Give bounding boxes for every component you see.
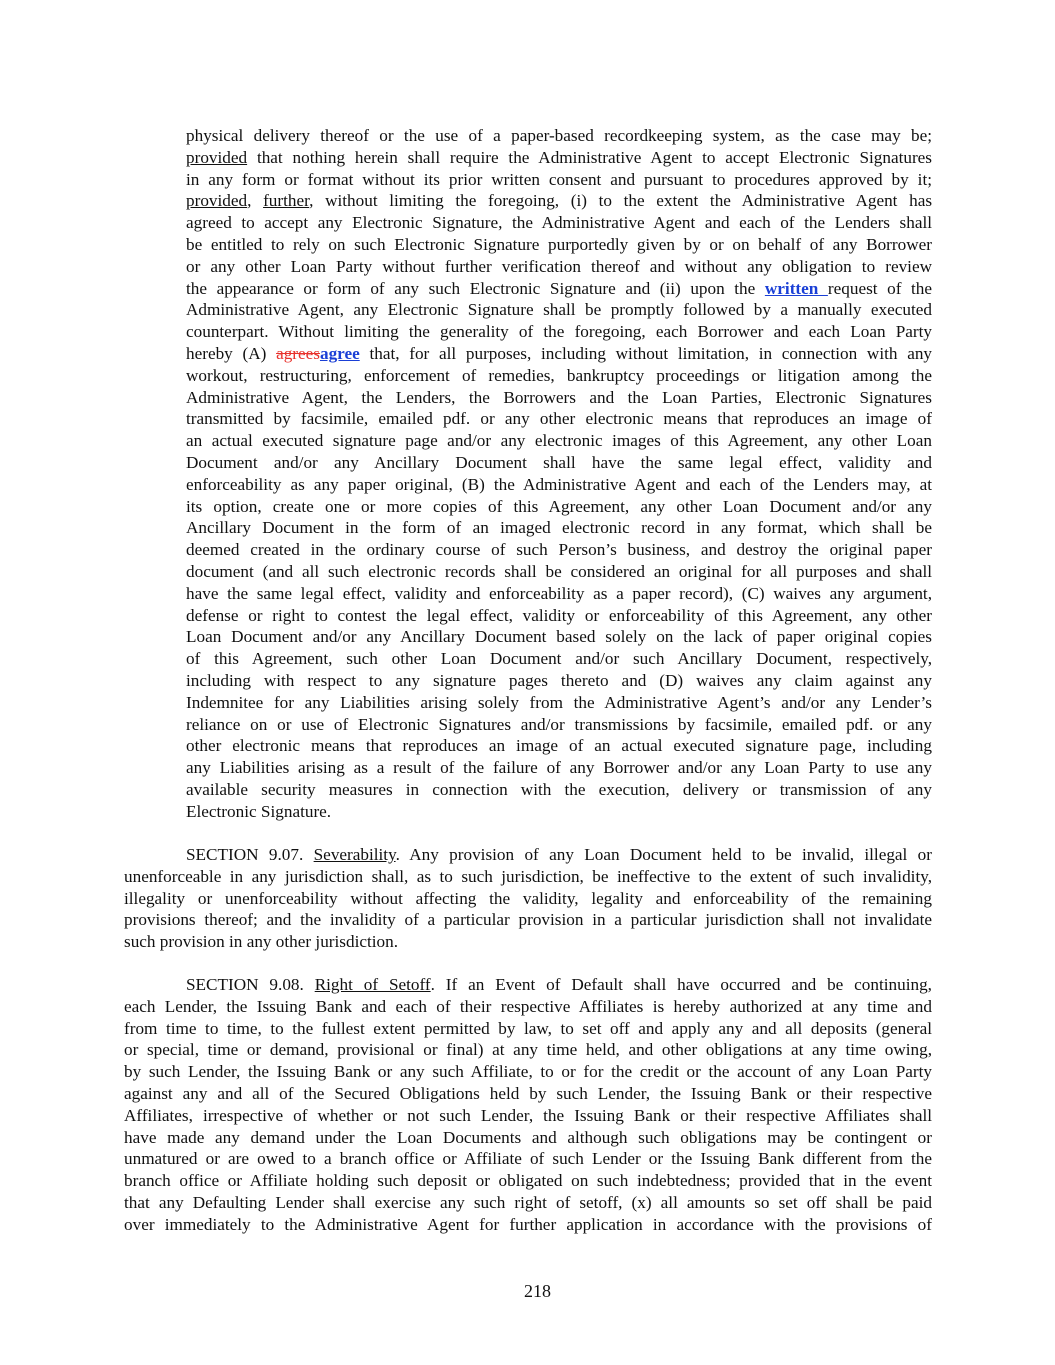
text-line: Ancillary Document in the form of an imaged electronic record in any format, which shall be: [186, 518, 932, 538]
text-line: of this Agreement, such other Loan Document and/or such Ancillary Document, respectively,: [186, 649, 932, 669]
term-provided: provided: [186, 191, 248, 211]
text-run: that, for all purposes, including without limitation, in connection with any: [369, 343, 933, 363]
section-number: SECTION 9.08.: [186, 975, 304, 994]
comma: ,: [309, 191, 314, 211]
term-further: further: [263, 191, 310, 211]
text-line: against any and all of the Secured Obligations held by such Lender, the Issuing Bank or their respective: [124, 1083, 932, 1103]
text-line: counterpart. Without limiting the generality of the foregoing, each Borrower and each Loan Party: [186, 322, 932, 342]
text-run: hereby (A): [186, 343, 267, 363]
text-line: or special, time or demand, provisional or final) at any time held, and other obligations at any time owing,: [124, 1040, 932, 1060]
text-line: including with respect to any signature pages thereto and (D) waives any claim against any: [186, 670, 932, 690]
text-line: workout, restructuring, enforcement of remedies, bankruptcy proceedings or litigation among the: [186, 365, 932, 385]
text-line: or any other Loan Party without further verification thereof and without any obligation to review: [186, 256, 932, 276]
text-line: deemed created in the ordinary course of such Person’s business, and destroy the original paper: [186, 540, 932, 560]
text-line: [124, 844, 932, 866]
text-line: have the same legal effect, validity and enforceability as a paper record), (C) waives any argument,: [186, 583, 932, 603]
text-line: transmitted by facsimile, emailed pdf. or any other electronic means that reproduces an image of: [186, 409, 932, 429]
text-line: Administrative Agent, the Lenders, the Borrowers and the Loan Parties, Electronic Signatures: [186, 387, 932, 407]
text-line: branch office or Affiliate holding such deposit or obligated on such indebtedness; provided that in the event: [124, 1171, 932, 1191]
section-heading: Right of Setoff: [314, 975, 431, 994]
inserted-text: agree: [319, 343, 360, 363]
inserted-text: written: [764, 278, 828, 298]
text-line: Electronic Signature.: [186, 801, 332, 821]
text-run: that nothing herein shall require the Administrative Agent to accept Electronic Signatures: [256, 147, 932, 167]
text-line: provisions thereof; and the invalidity of a particular provision in a particular jurisdiction shall not invalidate: [124, 910, 932, 930]
continuation-paragraph: [186, 125, 932, 823]
deleted-text: agrees: [276, 343, 320, 363]
text-line: document (and all such electronic records shall be considered an original for all purposes and shall: [186, 561, 932, 581]
text-run: the appearance or form of any such Electronic Signature and (ii) upon the: [186, 278, 756, 298]
text-line: from time to time, to the fullest extent permitted by law, to set off and apply any and all deposits (general: [124, 1018, 932, 1038]
text-line: [186, 190, 932, 212]
text-line: [186, 343, 932, 365]
section-heading: Severability: [313, 845, 396, 864]
text-run: request of the: [827, 278, 933, 298]
text-line: Loan Document and/or any Ancillary Document based solely on the lack of paper original copies: [186, 627, 932, 647]
text-run: . Any provision of any Loan Document held to be invalid, illegal or: [395, 845, 932, 864]
text-line: [124, 974, 932, 996]
text-line: unmatured or are owed to a branch office or Affiliate of such Lender or the Issuing Bank different from the: [124, 1149, 932, 1169]
text-line: Affiliates, irrespective of whether or not such Lender, the Issuing Bank or their respective Affiliates shall: [124, 1105, 932, 1125]
section-9-08: [124, 974, 932, 1236]
text-line: physical delivery thereof or the use of a paper-based recordkeeping system, as the case may be;: [186, 126, 932, 145]
text-line: unenforceable in any jurisdiction shall, as to such jurisdiction, be ineffective to the extent of such invalidity,: [124, 866, 932, 886]
text-line: illegality or unenforceability without affecting the validity, legality and enforceability of the remaining: [124, 888, 932, 908]
text-line: by such Lender, the Issuing Bank or any such Affiliate, to or for the credit or the account of any Loan Party: [124, 1062, 932, 1082]
text-line: enforceability as any paper original, (B) the Administrative Agent and each of the Lenders may, at: [186, 474, 932, 494]
comma: ,: [247, 191, 252, 211]
text-line: any Liabilities arising as a result of the failure of any Borrower and/or any Loan Party to use any: [186, 758, 932, 778]
text-line: defense or right to contest the legal effect, validity or enforceability of this Agreement, any other: [186, 605, 932, 625]
text-line: reliance on or use of Electronic Signatures and/or transmissions by facsimile, emailed pdf. or any: [186, 714, 932, 734]
text-line: [186, 278, 932, 300]
text-line: have made any demand under the Loan Documents and although such obligations may be contingent or: [124, 1127, 932, 1147]
text-line: be entitled to rely on such Electronic Signature purportedly given by or on behalf of any Borrower: [186, 234, 932, 254]
text-line: other electronic means that reproduces an image of an actual executed signature page, including: [186, 736, 932, 756]
section-9-07: [124, 844, 932, 953]
text-line: in any form or format without its prior written consent and pursuant to procedures approved by it;: [186, 169, 932, 189]
text-line: Document and/or any Ancillary Document shall have the same legal effect, validity and: [186, 452, 932, 472]
text-line: available security measures in connection with the execution, delivery or transmission of any: [186, 779, 932, 799]
text-line: agreed to accept any Electronic Signature, the Administrative Agent and each of the Lenders shall: [186, 213, 932, 233]
text-run: without limiting the foregoing, (i) to the extent the Administrative Agent has: [325, 191, 933, 211]
section-number: SECTION 9.07.: [186, 845, 304, 864]
text-line: such provision in any other jurisdiction.: [124, 932, 399, 952]
text-line: each Lender, the Issuing Bank and each of their respective Affiliates is hereby authorized at any time and: [124, 996, 932, 1016]
text-line: Indemnitee for any Liabilities arising solely from the Administrative Agent’s and/or any Lender’s: [186, 692, 932, 712]
text-line: [186, 147, 932, 169]
text-line: an actual executed signature page and/or any electronic images of this Agreement, any other Loan: [186, 431, 932, 451]
term-provided: provided: [186, 147, 248, 167]
text-line: that any Defaulting Lender shall exercise any such right of setoff, (x) all amounts so set off shall be paid: [124, 1192, 932, 1212]
text-line: Administrative Agent, any Electronic Signature shall be promptly followed by a manually executed: [186, 300, 932, 320]
text-line: over immediately to the Administrative Agent for further application in accordance with the provisions of: [124, 1214, 932, 1234]
text-line: its option, create one or more copies of this Agreement, any other Loan Document and/or any: [186, 496, 932, 516]
text-run: . If an Event of Default shall have occurred and be continuing,: [430, 975, 932, 994]
page-number: 218: [524, 1281, 551, 1301]
